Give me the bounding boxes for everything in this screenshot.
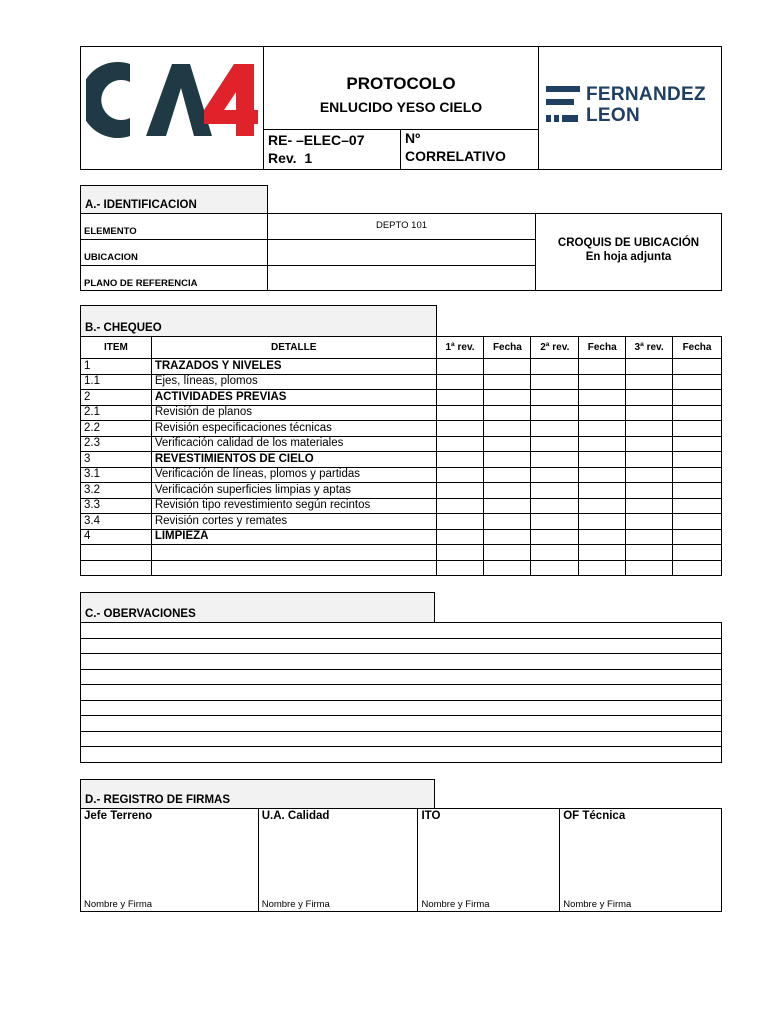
checklist-fecha2-cell[interactable]: [579, 405, 626, 421]
checklist-row: [81, 452, 722, 468]
checklist-fecha2-cell[interactable]: [579, 560, 626, 576]
checklist-item-number: 1: [81, 359, 152, 375]
checklist-fecha3-cell[interactable]: [673, 359, 722, 375]
col-rev1: 1ª rev.: [436, 337, 484, 359]
observation-line[interactable]: [81, 747, 722, 763]
checklist-fecha3-cell[interactable]: [673, 421, 722, 437]
checklist-rev2-cell[interactable]: [531, 514, 579, 530]
checklist-row: [81, 359, 722, 375]
checklist-fecha2-cell[interactable]: [579, 452, 626, 468]
checklist-rev3-cell[interactable]: [626, 390, 673, 406]
observation-line-cell[interactable]: [81, 731, 722, 747]
checklist-fecha2-cell[interactable]: [579, 529, 626, 545]
checklist-row: [81, 467, 722, 483]
checklist-rev3-cell[interactable]: [626, 514, 673, 530]
observation-line[interactable]: [81, 731, 722, 747]
fernandez-leon-line1: FERNANDEZ: [586, 84, 706, 105]
checklist-fecha2-cell[interactable]: [579, 483, 626, 499]
checklist-rev3-cell[interactable]: [626, 498, 673, 514]
checklist-body: [81, 359, 722, 576]
checklist-item-number: 2.1: [81, 405, 152, 421]
identification-section-title: A.- IDENTIFICACION: [80, 185, 268, 214]
checklist-fecha1-cell[interactable]: [484, 529, 531, 545]
observation-line-cell[interactable]: [81, 669, 722, 685]
checklist-rev3-cell[interactable]: [626, 545, 673, 561]
checklist-row: [81, 498, 722, 514]
ubicacion-value[interactable]: [268, 246, 535, 262]
observation-line[interactable]: [81, 685, 722, 701]
checklist-row: [81, 514, 722, 530]
correlativo-label: CORRELATIVO: [405, 148, 506, 164]
checklist-item-detail: Revisión tipo revestimiento según recintos: [151, 498, 436, 514]
checklist-item-detail: TRAZADOS Y NIVELES: [151, 359, 436, 375]
checklist-rev1-cell[interactable]: [436, 359, 484, 375]
checklist-item-number: 3.2: [81, 483, 152, 499]
checklist-rev3-cell[interactable]: [626, 359, 673, 375]
checklist-rev1-cell[interactable]: [436, 390, 484, 406]
checklist-rev2-cell[interactable]: [531, 452, 579, 468]
checklist-fecha1-cell[interactable]: [484, 405, 531, 421]
checklist-rev1-cell[interactable]: [436, 436, 484, 452]
checklist-fecha2-cell[interactable]: [579, 390, 626, 406]
checklist-item-detail: Verificación calidad de los materiales: [151, 436, 436, 452]
signature-block-ua-calidad[interactable]: [258, 809, 418, 912]
checklist-rev3-cell[interactable]: [626, 560, 673, 576]
checklist-rev1-cell[interactable]: [436, 374, 484, 390]
signature-role: U.A. Calidad: [261, 810, 330, 822]
checklist-row: [81, 529, 722, 545]
checklist-rev3-cell[interactable]: [626, 436, 673, 452]
signature-role: Jefe Terreno: [84, 810, 153, 822]
checklist-item-number: 2.2: [81, 421, 152, 437]
checklist-fecha2-cell[interactable]: [579, 514, 626, 530]
checklist-section-title: B.- CHEQUEO: [80, 305, 437, 337]
checklist-fecha2-cell[interactable]: [579, 374, 626, 390]
plano-referencia-value[interactable]: [268, 272, 535, 288]
checklist-fecha2-cell[interactable]: [579, 498, 626, 514]
checklist-item-detail: [151, 545, 436, 561]
protocol-title: PROTOCOLO: [346, 74, 456, 93]
checklist-item-number: [81, 560, 152, 576]
document-code: RE- –ELEC–07: [268, 132, 365, 148]
signature-footer: Nombre y Firma: [421, 899, 490, 910]
checklist-fecha3-cell[interactable]: [673, 374, 722, 390]
checklist-fecha1-cell[interactable]: [484, 514, 531, 530]
checklist-fecha1-cell[interactable]: [484, 560, 531, 576]
observation-line[interactable]: [81, 669, 722, 685]
signature-footer: Nombre y Firma: [563, 899, 632, 910]
observations-body: [81, 623, 722, 763]
checklist-rev1-cell[interactable]: [436, 405, 484, 421]
checklist-fecha1-cell[interactable]: [484, 374, 531, 390]
observation-line-cell[interactable]: [81, 700, 722, 716]
observation-line[interactable]: [81, 623, 722, 639]
checklist-item-detail: LIMPIEZA: [151, 529, 436, 545]
checklist-row: [81, 421, 722, 437]
ca4-logo: [86, 58, 258, 142]
checklist-rev2-cell[interactable]: [531, 405, 579, 421]
checklist-item-detail: Revisión cortes y remates: [151, 514, 436, 530]
header-divider-code: [400, 129, 401, 170]
observation-line-cell[interactable]: [81, 685, 722, 701]
col-rev2: 2ª rev.: [531, 337, 579, 359]
observation-line-cell[interactable]: [81, 654, 722, 670]
checklist-rev2-cell[interactable]: [531, 483, 579, 499]
observation-line[interactable]: [81, 638, 722, 654]
checklist-rev1-cell[interactable]: [436, 498, 484, 514]
checklist-item-number: 2: [81, 390, 152, 406]
checklist-item-detail: [151, 560, 436, 576]
checklist-rev1-cell[interactable]: [436, 421, 484, 437]
checklist-fecha1-cell[interactable]: [484, 545, 531, 561]
checklist-row: [81, 545, 722, 561]
checklist-rev1-cell[interactable]: [436, 452, 484, 468]
checklist-rev2-cell[interactable]: [531, 421, 579, 437]
checklist-rev2-cell[interactable]: [531, 529, 579, 545]
observation-line-cell[interactable]: [81, 716, 722, 732]
checklist-fecha3-cell[interactable]: [673, 529, 722, 545]
checklist-rev3-cell[interactable]: [626, 483, 673, 499]
signature-footer: Nombre y Firma: [84, 899, 153, 910]
checklist-item-number: [81, 545, 152, 561]
checklist-rev3-cell[interactable]: [626, 421, 673, 437]
observation-line-cell[interactable]: [81, 623, 722, 639]
checklist-fecha1-cell[interactable]: [484, 390, 531, 406]
signatures-section-title: D.- REGISTRO DE FIRMAS: [80, 779, 435, 809]
checklist-row: [81, 436, 722, 452]
checklist-rev1-cell[interactable]: [436, 467, 484, 483]
checklist-fecha3-cell[interactable]: [673, 452, 722, 468]
checklist-fecha3-cell[interactable]: [673, 405, 722, 421]
observation-line[interactable]: [81, 716, 722, 732]
correlativo-symbol: Nº: [405, 130, 421, 146]
checklist-table: [80, 336, 722, 576]
checklist-rev3-cell[interactable]: [626, 529, 673, 545]
checklist-fecha2-cell[interactable]: [579, 467, 626, 483]
document-revision: Rev. 1: [268, 150, 313, 166]
checklist-fecha2-cell[interactable]: [579, 436, 626, 452]
checklist-rev1-cell[interactable]: [436, 560, 484, 576]
observations-section-title: C.- OBERVACIONES: [80, 592, 435, 623]
fernandez-leon-logo: [546, 84, 716, 126]
fernandez-leon-logo-mark: [546, 86, 582, 126]
identification-table: [80, 213, 722, 291]
checklist-item-number: 2.3: [81, 436, 152, 452]
checklist-fecha1-cell[interactable]: [484, 498, 531, 514]
checklist-rev2-cell[interactable]: [531, 467, 579, 483]
checklist-item-detail: Ejes, líneas, plomos: [151, 374, 436, 390]
checklist-fecha3-cell[interactable]: [673, 436, 722, 452]
header-divider-middle: [263, 129, 539, 130]
checklist-item-detail: Revisión de planos: [151, 405, 436, 421]
checklist-fecha2-cell[interactable]: [579, 421, 626, 437]
checklist-rev1-cell[interactable]: [436, 529, 484, 545]
signature-block-jefe-terreno[interactable]: [81, 809, 259, 912]
checklist-rev2-cell[interactable]: [531, 374, 579, 390]
checklist-fecha2-cell[interactable]: [579, 545, 626, 561]
checklist-item-number: 3.4: [81, 514, 152, 530]
checklist-item-detail: Verificación de líneas, plomos y partidas: [151, 467, 436, 483]
col-rev3: 3ª rev.: [626, 337, 673, 359]
checklist-header-row: [81, 337, 722, 359]
checklist-rev2-cell[interactable]: [531, 560, 579, 576]
col-item: ITEM: [81, 337, 152, 359]
signature-role: ITO: [421, 810, 441, 822]
protocol-subtitle: ENLUCIDO YESO CIELO: [319, 99, 483, 115]
observations-table: [80, 622, 722, 763]
checklist-fecha3-cell[interactable]: [673, 514, 722, 530]
checklist-rev3-cell[interactable]: [626, 374, 673, 390]
checklist-row: [81, 560, 722, 576]
checklist-rev2-cell[interactable]: [531, 359, 579, 375]
checklist-rev2-cell[interactable]: [531, 545, 579, 561]
signature-role: OF Técnica: [563, 810, 626, 822]
checklist-fecha1-cell[interactable]: [484, 421, 531, 437]
observation-line-cell[interactable]: [81, 747, 722, 763]
col-fecha2: Fecha: [579, 337, 626, 359]
col-fecha1: Fecha: [484, 337, 531, 359]
ubicacion-label: UBICACION: [84, 252, 138, 263]
checklist-fecha3-cell[interactable]: [673, 498, 722, 514]
checklist-rev1-cell[interactable]: [436, 514, 484, 530]
checklist-rev1-cell[interactable]: [436, 545, 484, 561]
checklist-rev2-cell[interactable]: [531, 436, 579, 452]
checklist-row: [81, 374, 722, 390]
signature-block-ito[interactable]: [418, 809, 560, 912]
checklist-item-number: 1.1: [81, 374, 152, 390]
checklist-fecha2-cell[interactable]: [579, 359, 626, 375]
observation-line[interactable]: [81, 654, 722, 670]
checklist-fecha1-cell[interactable]: [484, 452, 531, 468]
header-divider-right: [538, 46, 539, 170]
croquis-note: En hoja adjunta: [585, 251, 672, 263]
ca4-logo-graphic: [86, 58, 258, 142]
checklist-item-detail: Revisión especificaciones técnicas: [151, 421, 436, 437]
fernandez-leon-line2: LEON: [586, 105, 640, 126]
checklist-fecha3-cell[interactable]: [673, 390, 722, 406]
checklist-item-detail: Verificación superficies limpias y aptas: [151, 483, 436, 499]
checklist-row: [81, 390, 722, 406]
checklist-fecha3-cell[interactable]: [673, 560, 722, 576]
checklist-item-detail: ACTIVIDADES PREVIAS: [151, 390, 436, 406]
checklist-fecha1-cell[interactable]: [484, 483, 531, 499]
observation-line[interactable]: [81, 700, 722, 716]
signature-footer: Nombre y Firma: [261, 899, 330, 910]
checklist-row: [81, 405, 722, 421]
checklist-rev3-cell[interactable]: [626, 452, 673, 468]
checklist-rev2-cell[interactable]: [531, 390, 579, 406]
checklist-fecha3-cell[interactable]: [673, 483, 722, 499]
elemento-value[interactable]: DEPTO 101: [375, 220, 428, 231]
checklist-fecha1-cell[interactable]: [484, 467, 531, 483]
checklist-fecha3-cell[interactable]: [673, 467, 722, 483]
checklist-rev3-cell[interactable]: [626, 405, 673, 421]
signatures-table: [80, 808, 722, 912]
checklist-rev2-cell[interactable]: [531, 498, 579, 514]
checklist-item-number: 3: [81, 452, 152, 468]
plano-referencia-label: PLANO DE REFERENCIA: [84, 278, 198, 289]
checklist-row: [81, 483, 722, 499]
checklist-item-number: 3.3: [81, 498, 152, 514]
croquis-title: CROQUIS DE UBICACIÓN: [557, 237, 700, 249]
checklist-item-detail: REVESTIMIENTOS DE CIELO: [151, 452, 436, 468]
checklist-item-number: 3.1: [81, 467, 152, 483]
col-fecha3: Fecha: [673, 337, 722, 359]
observation-line-cell[interactable]: [81, 638, 722, 654]
checklist-rev1-cell[interactable]: [436, 483, 484, 499]
signatures-row: [81, 809, 722, 912]
checklist-item-number: 4: [81, 529, 152, 545]
checklist-fecha1-cell[interactable]: [484, 436, 531, 452]
checklist-rev3-cell[interactable]: [626, 467, 673, 483]
col-detalle: DETALLE: [151, 337, 436, 359]
signature-block-of-tecnica[interactable]: [560, 809, 722, 912]
checklist-fecha1-cell[interactable]: [484, 359, 531, 375]
elemento-label: ELEMENTO: [84, 226, 137, 237]
checklist-fecha3-cell[interactable]: [673, 545, 722, 561]
